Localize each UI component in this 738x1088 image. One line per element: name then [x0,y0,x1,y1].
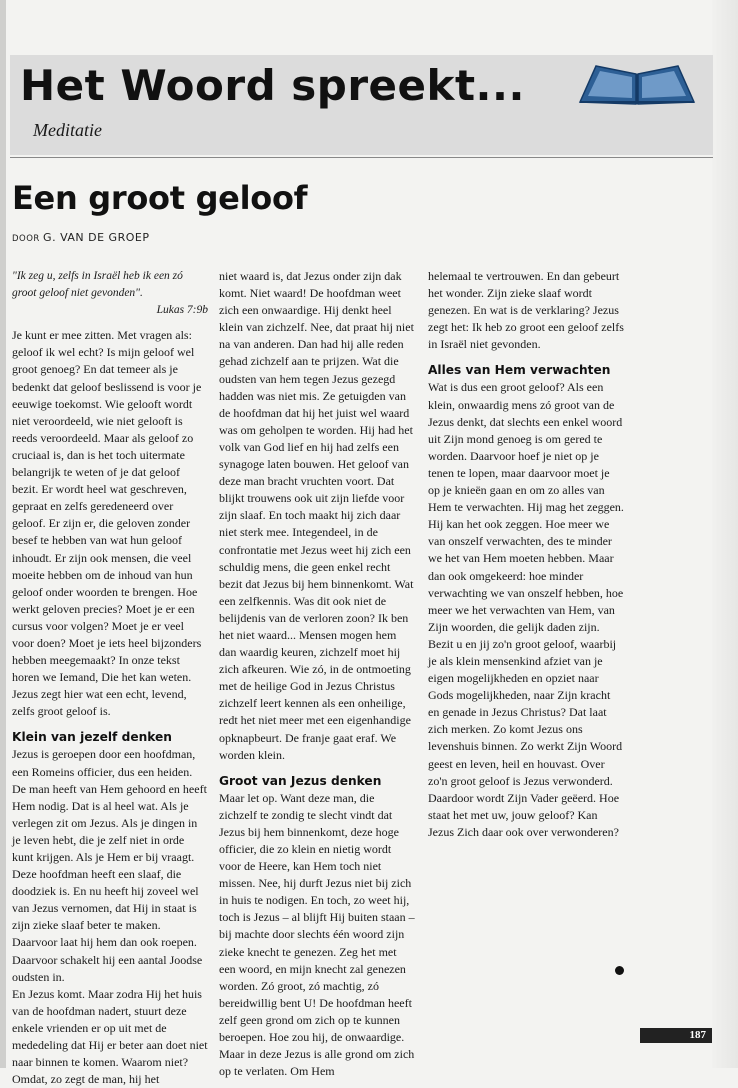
paragraph: Maar let op. Want deze man, die zichzelf te zondig te slecht vindt dat Jezus bij hem binnenkomt, deze hoge officier, die zo klein en nietig wordt voor de Heere, kan Hem toch niet missen. Nee, hij durft Jezus niet bij zich in huis te nodigen. En toch, zo weet hij, toch is Jezus – al blijft Hij buiten staan – bij machte door slechts één woord zijn zieke knecht te genezen. Zeg het met een woord, en mijn knecht zal genezen worden. Zó groot, zó machtig, zó bereidwillig bent U! De hoofdman heeft zelf geen grond om zich op te kunnen beroepen. Hoe zou hij, de onwaardige. Maar in deze Jezus is alle grond om zich op te verlaten. Om Hem [219,790,415,1079]
header-divider [10,157,713,158]
section-subtitle: Meditatie [33,120,102,140]
text-column-3 [428,268,624,841]
scripture-reference: Lukas 7:9b [156,304,208,317]
scan-edge-right [712,0,738,1068]
author-name: G. VAN DE GROEP [43,231,150,244]
text-column-1 [12,268,208,1088]
text-column-2 [219,268,415,1080]
paragraph: En Jezus komt. Maar zodra Hij het huis van de hoofdman nadert, stuurt deze enkele vrienden er op uit met de mededeling dat Hij er beter aan doet niet naar binnen te komen. Waarom niet? Omdat, zo zegt de man, hij het [12,986,208,1087]
page-number: 187 [640,1028,712,1043]
scan-edge-left [0,0,6,1068]
subheading: Alles van Hem verwachten [428,363,611,378]
section-title: Het Woord spreekt... [20,61,525,110]
paragraph: Wat is dus een groot geloof? Als een klein, onwaardig mens zó groot van de Jezus denkt, dat slechts een enkel woord uit Zijn mond genoeg is om gered te worden. Daarvoor hoef je niet op je tenen te lopen, maar daarvoor moet je op je knieën gaan en om zo alles van Hem te verwachten. Hij mag het zeggen. Hij kan het ook zeggen. Hoe meer we van onszelf verwachten, des te minder we het van Hem moeten hebben. Maar dan ook omgekeerd: hoe minder verwachting we van onszelf hebben, hoe meer we het verwachten van Hem, van Zijn woorden, die gelijk daden zijn. Bezit u en jij zo'n groot geloof, waarbij je als klein mensenkind afziet van je eigen mogelijkheden en opziet naar Gods mogelijkheden, naar Zijn kracht en genade in Jezus Christus? Dat laat zich merken. Zo komt Jezus ons levenshuis binnen. Zo werkt Zijn Woord geest en leven, heil en houvast. Over zo'n groot geloof is Jezus verwonderd. Daardoor wordt Zijn Vader geëerd. Hoe staat het met uw, jouw geloof? Kan Jezus Zich daar ook over verwonderen? [428,380,624,839]
byline-prefix: DOOR [12,234,40,244]
article-title: Een groot geloof [12,179,308,217]
paragraph: helemaal te vertrouwen. En dan gebeurt het wonder. Zijn zieke slaaf wordt genezen. En wat is de verklaring? Jezus zegt het: Ik heb zo groot een geloof zelfs in Israël niet gevonden. [428,269,624,352]
subheading: Klein van jezelf denken [12,730,172,745]
scripture-quote: "Ik zeg u, zelfs in Israël heb ik een zó groot geloof niet gevonden". [12,270,183,300]
paragraph: Je kunt er mee zitten. Met vragen als: geloof ik wel echt? Is mijn geloof wel groot genoeg? En dat temeer als je bedenkt dat geloof beslissend is voor je eeuwige toekomst. Wie gelooft wordt niet veroordeeld, wie niet gelooft is reeds veroordeeld. Maar als geloof zo cruciaal is, dan is het toch uitermate belangrijk te weten of je dat geloof bezit. Er wordt heel wat geschreven, gepraat en zelfs geredeneerd over geloof. Er zijn er, die geloven zonder besef te hebben van wat hun geloof inhoudt. Er zijn ook mensen, die veel moeite hebben om de inhoud van hun geloof onder woorden te brengen. Hoe werkt geloven precies? Moet je er een cursus voor volgen? Moet je er veel voor doen? Moet je iets heel bijzonders hebben meegemaakt? In onze tekst horen we Iemand, Die het kan weten. Jezus zegt hier wat een echt, levend, zelfs groot geloof is. [12,328,202,719]
open-book-icon [578,62,696,106]
end-mark [615,966,624,975]
byline [12,231,149,244]
paragraph: niet waard is, dat Jezus onder zijn dak komt. Niet waard! De hoofdman weet zich een onwaardige. Hij denkt heel klein van zichzelf. Nee, dat praat hij niet na van anderen. Dan had hij alle reden gehad zichzelf aan te prijzen. Wat die oudsten van hem tegen Jezus gezegd hadden was niet mis. Ze getuigden van de hoofdman dat hij het juist wel waard was om geholpen te worden. Hij had het volk van God lief en hij had zelfs een synagoge laten bouwen. Het geloof van deze man bracht vruchten voort. Dat blijkt trouwens ook uit zijn liefde voor zijn slaaf. En toch maakt hij zich daar niet sterk mee. Integendeel, in de confrontatie met Jezus weet hij zich een schuldig mens, die geen enkel recht bezit dat Jezus bij hem binnenkomt. Wat een zelfkennis. Was dit ook niet de belijdenis van de verloren zoon? Ik ben het niet waard... Mensen mogen hem dan waardig keuren, zichzelf moet hij zich afkeuren. Wie zó, in de ontmoeting met de heilige God in Jezus Christus zichzelf leert kennen als een onheilige, redt het niet meer met een eigenhandige opknapbeurt. De franje gaat eraf. We worden klein. [219,269,414,762]
paragraph: Jezus is geroepen door een hoofdman, een Romeins officier, dus een heiden. De man heeft van Hem gehoord en heeft Hem nodig. Dat is al heel wat. Als je verlegen zit om Jezus. Als je dingen in je leven hebt, die je zelf niet in orde kunt krijgen. Als je Hem er bij vraagt. Deze hoofdman heeft een slaaf, die doodziek is. En nu heeft hij zoveel wel van Jezus vernomen, dat Hij in staat is zijn zieke slaaf beter te maken. Daarvoor laat hij hem dan ook roepen. Daarvoor schakelt hij een aantal Joodse oudsten in. [12,747,207,984]
subheading: Groot van Jezus denken [219,773,382,788]
